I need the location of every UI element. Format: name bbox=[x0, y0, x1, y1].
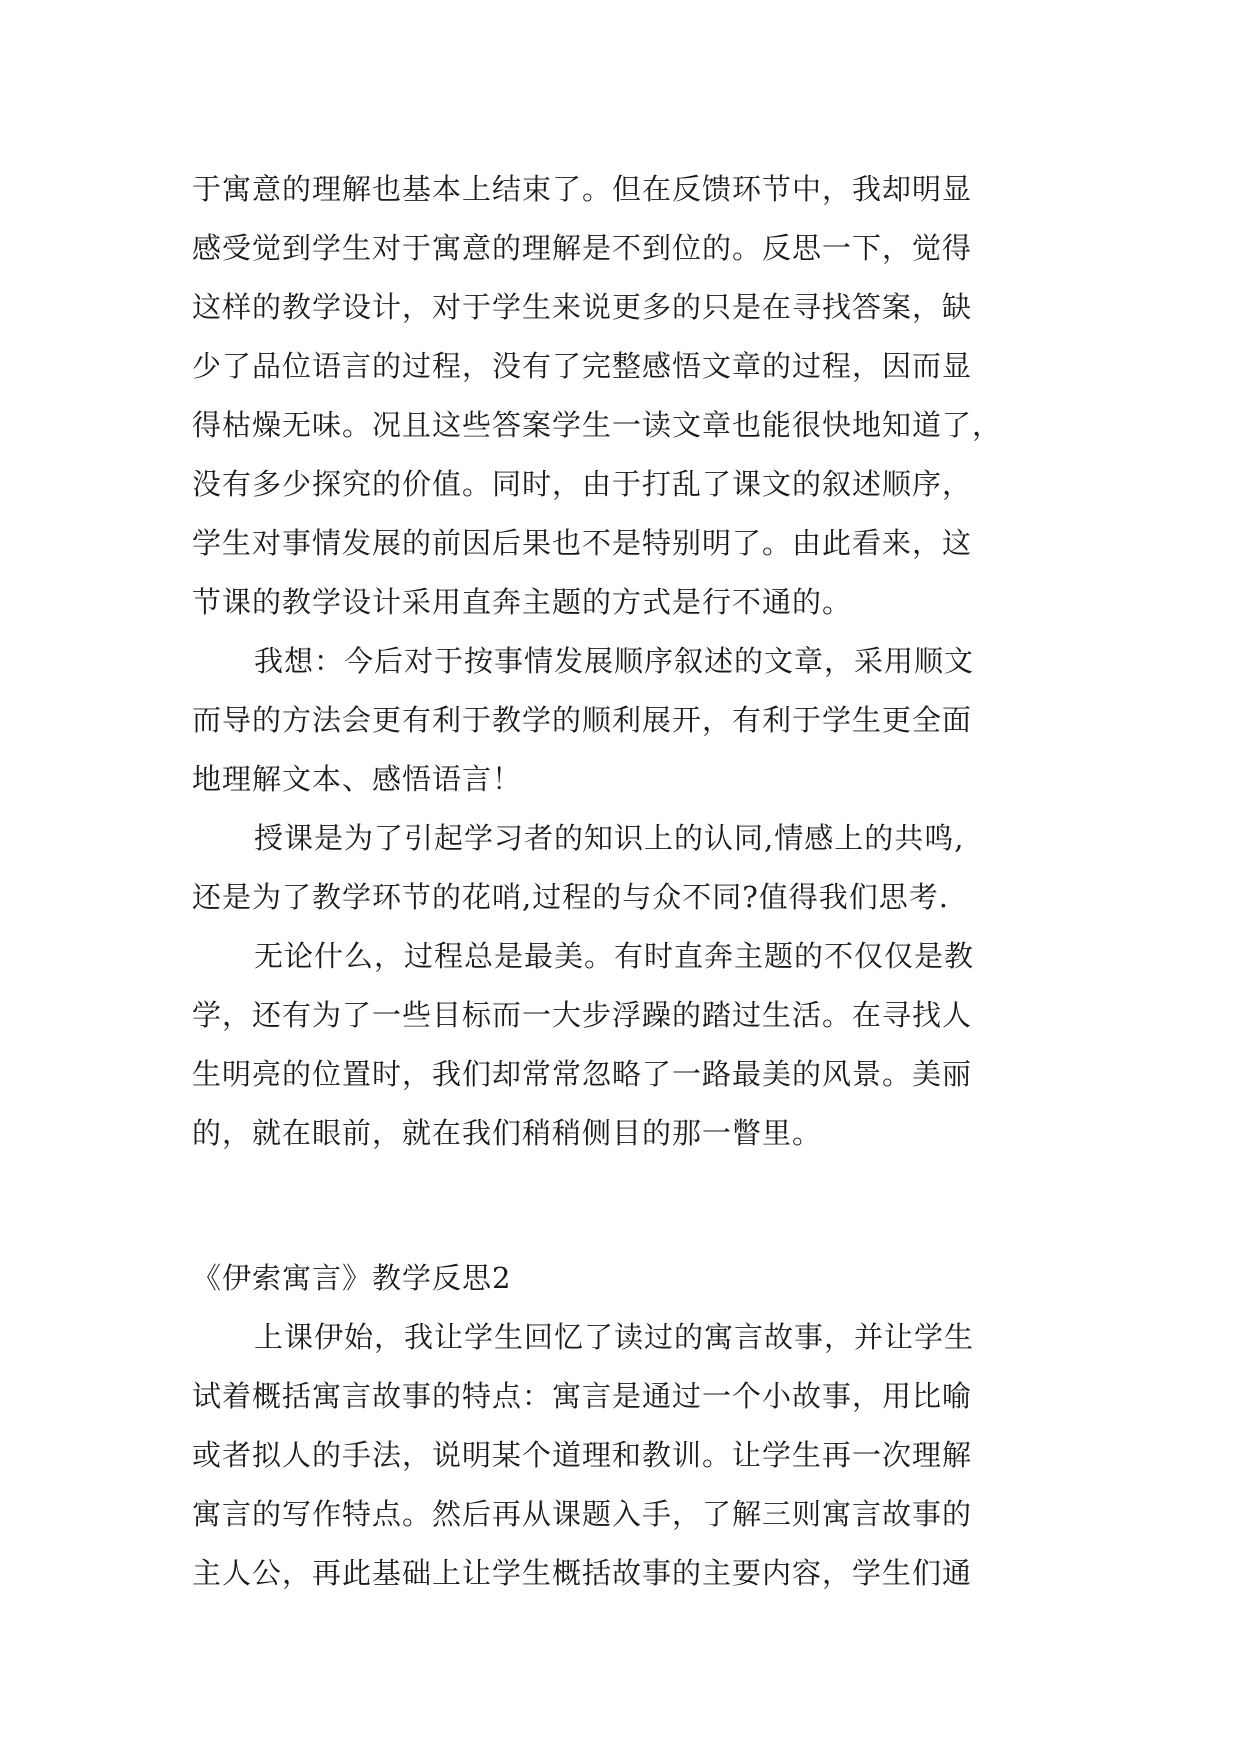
paragraph bbox=[192, 1308, 1054, 1603]
text-line: 上课伊始，我让学生回忆了读过的寓言故事，并让学生 bbox=[254, 1320, 975, 1354]
paragraph bbox=[192, 632, 1054, 809]
text-line: 于寓意的理解也基本上结束了。但在反馈环节中，我却明显 bbox=[192, 172, 973, 206]
section-spacer bbox=[192, 1163, 1054, 1249]
text-line: 节课的教学设计采用直奔主题的方式是行不通的。 bbox=[192, 585, 853, 619]
text-line: 感受觉到学生对于寓意的理解是不到位的。反思一下，觉得 bbox=[192, 231, 973, 265]
text-line: 授课是为了引起学习者的知识上的认同,情感上的共鸣, bbox=[254, 821, 965, 855]
paragraph bbox=[192, 809, 1054, 927]
text-line: 我想：今后对于按事情发展顺序叙述的文章，采用顺文 bbox=[254, 644, 975, 678]
text-line: 没有多少探究的价值。同时，由于打乱了课文的叙述顺序， bbox=[192, 467, 973, 501]
text-line: 地理解文本、感悟语言！ bbox=[192, 762, 523, 796]
text-line: 寓言的写作特点。然后再从课题入手，了解三则寓言故事的 bbox=[192, 1497, 973, 1531]
text-line: 试着概括寓言故事的特点：寓言是通过一个小故事，用比喻 bbox=[192, 1379, 973, 1413]
text-line: 得枯燥无味。况且这些答案学生一读文章也能很快地知道了， bbox=[192, 408, 1003, 442]
text-line: 主人公，再此基础上让学生概括故事的主要内容，学生们通 bbox=[192, 1556, 973, 1590]
section-heading: 《伊索寓言》教学反思2 bbox=[192, 1261, 512, 1295]
text-line: 无论什么，过程总是最美。有时直奔主题的不仅仅是教 bbox=[254, 939, 975, 973]
text-line: 的，就在眼前，就在我们稍稍侧目的那一瞥里。 bbox=[192, 1116, 823, 1150]
text-line: 或者拟人的手法，说明某个道理和教训。让学生再一次理解 bbox=[192, 1438, 973, 1472]
text-line: 学，还有为了一些目标而一大步浮躁的踏过生活。在寻找人 bbox=[192, 998, 973, 1032]
text-line: 这样的教学设计，对于学生来说更多的只是在寻找答案，缺 bbox=[192, 290, 973, 324]
text-line: 生明亮的位置时，我们却常常忽略了一路最美的风景。美丽 bbox=[192, 1057, 973, 1091]
text-line: 还是为了教学环节的花哨,过程的与众不同?值得我们思考. bbox=[192, 880, 949, 914]
document-body bbox=[192, 160, 1054, 1603]
text-line: 少了品位语言的过程，没有了完整感悟文章的过程，因而显 bbox=[192, 349, 973, 383]
paragraph bbox=[192, 927, 1054, 1163]
text-line: 学生对事情发展的前因后果也不是特别明了。由此看来，这 bbox=[192, 526, 973, 560]
paragraph bbox=[192, 160, 1054, 632]
text-line: 而导的方法会更有利于教学的顺利展开，有利于学生更全面 bbox=[192, 703, 973, 737]
